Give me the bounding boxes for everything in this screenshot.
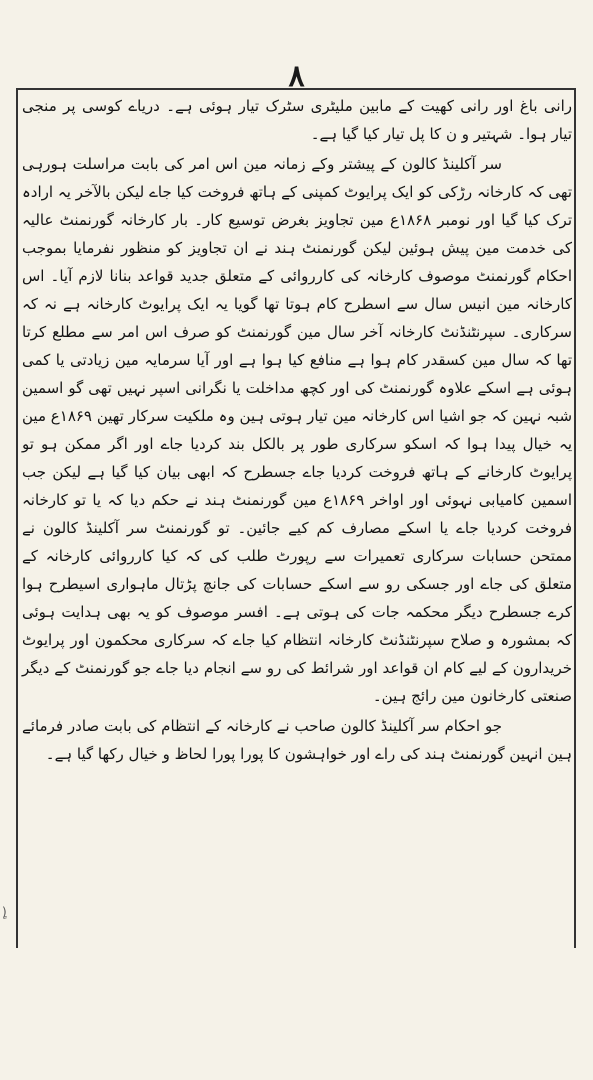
page-number: ۸ xyxy=(288,59,305,94)
body-text xyxy=(22,92,572,770)
paragraph-2: سر آکلینڈ کالون کے پیشتر وکے زمانہ مین اس امر کی بابت مراسلت ہورہی تھی کہ کارخانہ رڑکی کو ایک پرایوٹ کمپنی کے ہاتھ فروخت کیا جاے لیکن بالآخر یہ ارادہ ترک کیا گیا اور نومبر ۱۸۶۸ع مین تجاویز بغرض توسیع کار۔ بار کارخانہ گورنمنٹ عالیہ کی خدمت مین پیش ہوئین لیکن گورنمنٹ ہند نے ان تجاویز کو منظور نفرمایا بموجب احکام گورنمنٹ موصوف کارخانہ کی کارروائی کے متعلق جدید قواعد بنانا لازم آیا۔ اس کارخانہ مین انیس سال سے اسطرح کام ہوتا تھا گویا یہ ایک پرایوٹ کارخانہ ہے نہ کہ سرکاری۔ سپرنٹنڈنٹ کارخانہ آخر سال مین گورنمنٹ کو صرف اس امر سے مطلع کرتا تھا کہ سال مین کسقدر کام ہوا ہے منافع کیا ہوا ہے اور آیا سرمایہ مین زیادتی یا کمی ہوئی ہے اسکے علاوہ گورنمنٹ کی اور کچھ مداخلت یا نگرانی اسپر نہیں تھی گو اسمین شبہ نہین کہ جو اشیا اس کارخانہ مین تیار ہوتی ہین وہ ملکیت سرکار تھین ۱۸۶۹ع مین یہ خیال پیدا ہوا کہ اسکو سرکاری طور پر بالکل بند کردیا جاے اور اگر ممکن ہو تو پرایوٹ کارخانے کے ہاتھ فروخت کردیا جاے جسطرح کہ ابھی بیان کیا گیا ہے لیکن جب اسمین کامیابی نہوئی اور اواخر ۱۸۶۹ع مین گورنمنٹ ہند نے حکم دیا کہ یا تو کارخانہ فروخت کردیا جاے یا اسکے مصارف کم کیے جائین۔ تو گورنمنٹ سر آکلینڈ کالون نے ممتحن حسابات سرکاری تعمیرات سے رپورٹ طلب کی کہ کیا کارروائی کارخانہ کے متعلق کی جاے اور جسکی رو سے اسکے حسابات کی جانچ پڑتال ماہواری اسیطرح ہوا کرے جسطرح دیگر محکمہ جات کی ہوتی ہے۔ افسر موصوف کو یہ بھی ہدایت ہوئی کہ بمشورہ و صلاح سپرنٹنڈنٹ کارخانہ انتظام کیا جاے کہ سرکاری محکمون اور پرایوٹ خریدارون کے لیے کام ان قواعد اور شرائط کی رو سے انجام دیا جاے جو گورنمنٹ کے دیگر صنعتی کارخانون مین رائج ہین۔ xyxy=(22,155,573,705)
paragraph-3: جو احکام سر آکلینڈ کالون صاحب نے کارخانہ کے انتظام کی بابت صادر فرمائے ہین انہین گورنمنٹ ہند کی راے اور خواہشون کا پورا پورا لحاظ و خیال رکھا گیا ہے۔ xyxy=(22,717,572,763)
top-rule xyxy=(18,88,574,90)
margin-mark: ٍ) xyxy=(2,905,7,919)
paragraph-1: رانی باغ اور رانی کھیت کے مابین ملیٹری سٹرک تیار ہوئی ہے۔ دریاے کوسی پر منجی تیار ہوا۔ شہتیر و ن کا پل تیار کیا گیا ہے۔ xyxy=(22,97,572,143)
